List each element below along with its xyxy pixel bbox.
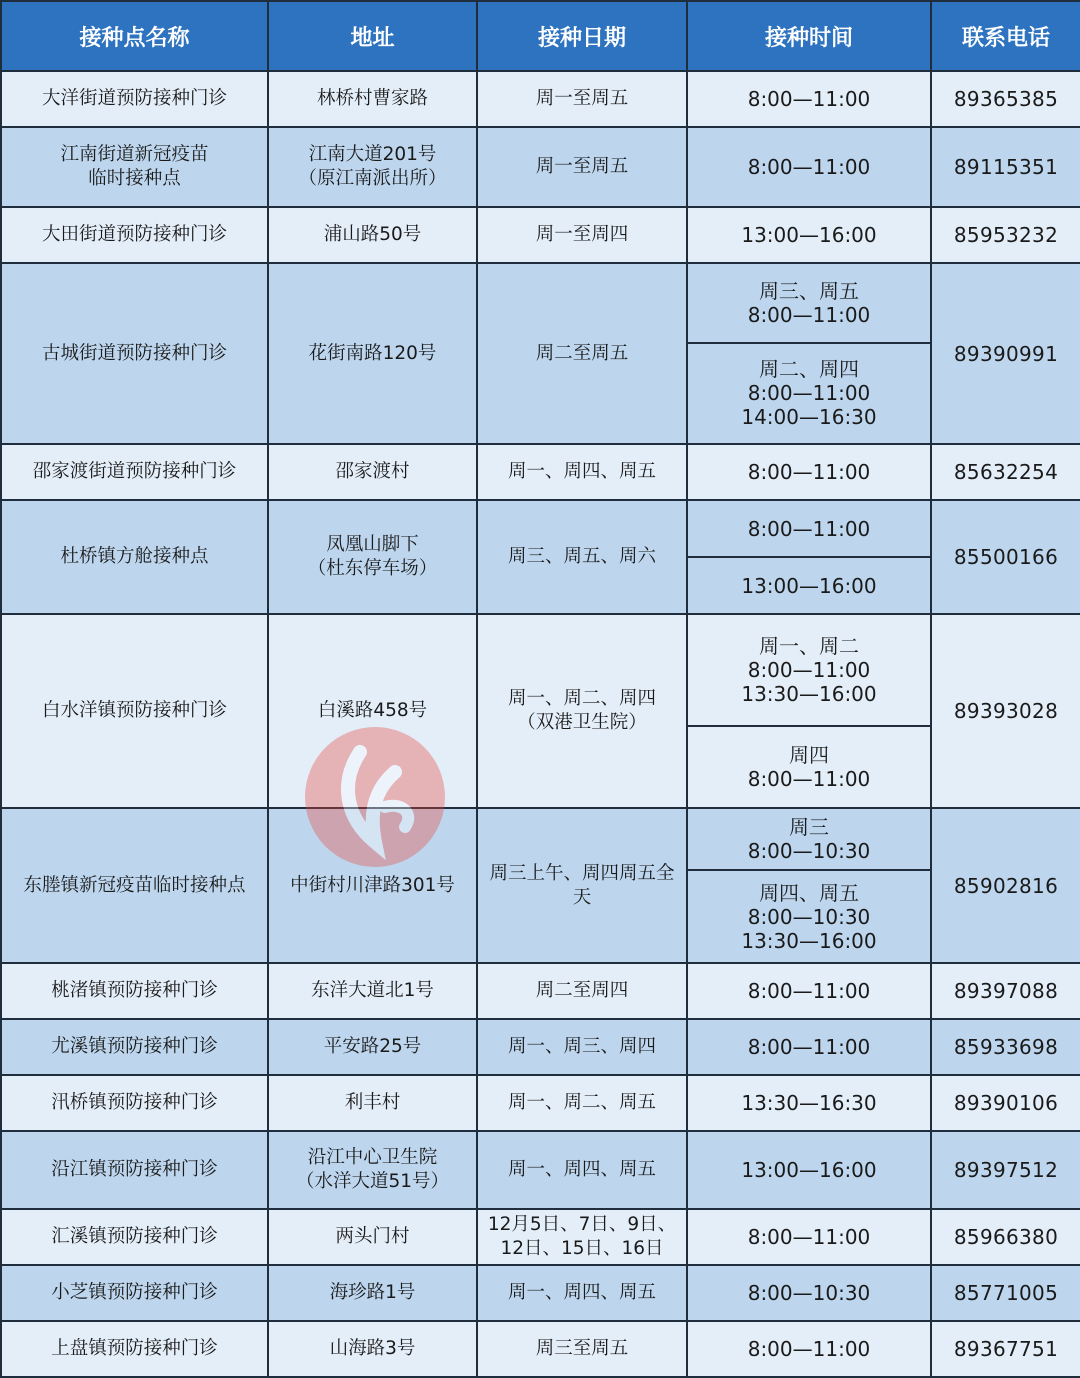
cell-text-line: 白溪路458号 (317, 700, 428, 721)
phone-cell: 89397088 (931, 963, 1080, 1019)
site-name-cell (1, 1131, 268, 1209)
cell-text-line: 13:00—16:00 (741, 573, 877, 598)
cell-text-line: 周三上午、周四周五全 (489, 862, 675, 884)
cell-text-line: （原江南派出所） (298, 168, 447, 189)
cell-text-line: 桃渚镇预防接种门诊 (51, 980, 218, 1001)
cell-text-line: 大洋街道预防接种门诊 (41, 88, 227, 109)
site-name-cell (1, 1075, 268, 1131)
address-cell (268, 1019, 477, 1075)
phone-cell: 85953232 (931, 207, 1080, 263)
cell-text-line: 大田街道预防接种门诊 (41, 224, 227, 245)
table-row (1, 444, 1080, 500)
time-slot (688, 556, 930, 613)
cell-text-line: 12日、15日、16日 (500, 1238, 664, 1259)
time-cell (687, 1321, 931, 1377)
address-cell (268, 808, 477, 963)
cell-text-line: 8:00—11:00 (747, 516, 871, 541)
cell-text-line: （双港卫生院） (517, 712, 647, 733)
address-cell (268, 1265, 477, 1321)
table-row (1, 1265, 1080, 1321)
time-slot-group (688, 501, 930, 613)
time-cell (687, 614, 931, 808)
table-row (1, 127, 1080, 207)
cell-text-line: （水洋大道51号） (295, 1171, 450, 1192)
site-name-cell (1, 444, 268, 500)
date-cell (477, 1075, 687, 1131)
cell-text-line: 8:00—11:00 (747, 87, 871, 111)
time-cell (687, 207, 931, 263)
cell-text-line: 13:30—16:00 (741, 682, 877, 707)
time-slot (688, 501, 930, 556)
table-row (1, 1321, 1080, 1377)
time-slot-group (688, 264, 930, 443)
address-cell (268, 1131, 477, 1209)
date-cell (477, 1131, 687, 1209)
cell-text-line: 古城街道预防接种门诊 (41, 342, 227, 364)
date-cell (477, 1321, 687, 1377)
cell-text-line: 周三、周五 (759, 278, 859, 303)
site-name-cell (1, 127, 268, 207)
phone-cell: 85500166 (931, 500, 1080, 614)
cell-text-line: 尤溪镇预防接种门诊 (51, 1036, 218, 1057)
table-row (1, 614, 1080, 808)
time-cell (687, 71, 931, 127)
address-cell (268, 614, 477, 808)
phone-cell: 85966380 (931, 1209, 1080, 1265)
cell-text-line: 中街村川津路301号 (290, 874, 455, 896)
cell-text-line: 浦山路50号 (323, 224, 422, 245)
time-cell (687, 963, 931, 1019)
phone-cell: 85771005 (931, 1265, 1080, 1321)
cell-text-line: 杜桥镇方舱接种点 (60, 546, 209, 567)
cell-text-line: 汛桥镇预防接种门诊 (51, 1092, 218, 1113)
phone-cell: 85632254 (931, 444, 1080, 500)
cell-text-line: 白水洋镇预防接种门诊 (41, 700, 227, 721)
cell-text-line: 13:30—16:30 (741, 1091, 877, 1115)
cell-text-line: 周三至周五 (535, 1338, 629, 1359)
cell-text-line: 8:00—11:00 (747, 1337, 871, 1361)
cell-text-line: 13:00—16:00 (741, 223, 877, 247)
cell-text-line: 8:00—10:30 (747, 904, 871, 929)
date-cell (477, 500, 687, 614)
header-address: 地址 (268, 1, 477, 71)
cell-text-line: 周一、周三、周四 (507, 1036, 656, 1057)
site-name-cell (1, 614, 268, 808)
table-body (1, 71, 1080, 1377)
date-cell (477, 808, 687, 963)
cell-text-line: 周一、周四、周五 (507, 1159, 656, 1180)
cell-text-line: 凤凰山脚下 (326, 534, 419, 555)
time-cell (687, 500, 931, 614)
cell-text-line: 13:30—16:00 (741, 928, 877, 953)
address-cell (268, 1075, 477, 1131)
cell-text-line: 花街南路120号 (308, 342, 437, 364)
phone-cell: 89367751 (931, 1321, 1080, 1377)
time-slot-group (688, 615, 930, 807)
time-slot-group (688, 809, 930, 962)
cell-text-line: 天 (572, 886, 592, 908)
cell-text-line: 8:00—11:00 (747, 302, 871, 327)
cell-text-line: 8:00—11:00 (747, 460, 871, 484)
phone-cell: 89365385 (931, 71, 1080, 127)
cell-text-line: 周一、周四、周五 (507, 461, 656, 482)
phone-cell: 89393028 (931, 614, 1080, 808)
address-cell (268, 207, 477, 263)
table-row (1, 263, 1080, 444)
time-cell (687, 1075, 931, 1131)
cell-text-line: 12月5日、7日、9日、 (487, 1214, 677, 1235)
site-name-cell (1, 963, 268, 1019)
cell-text-line: 周二至周五 (535, 342, 629, 364)
cell-text-line: 8:00—11:00 (747, 658, 871, 683)
cell-text-line: 14:00—16:30 (741, 405, 877, 430)
time-slot (688, 725, 930, 807)
header-site-name: 接种点名称 (1, 1, 268, 71)
cell-text-line: （杜东停车场） (307, 558, 438, 579)
table-row (1, 1131, 1080, 1209)
header-date: 接种日期 (477, 1, 687, 71)
cell-text-line: 两头门村 (335, 1226, 410, 1247)
phone-cell: 85902816 (931, 808, 1080, 963)
cell-text-line: 8:00—11:00 (747, 767, 871, 792)
table-row (1, 1209, 1080, 1265)
address-cell (268, 963, 477, 1019)
cell-text-line: 周一、周四、周五 (507, 1282, 656, 1303)
cell-text-line: 周二至周四 (535, 980, 629, 1001)
cell-text-line: 东洋大道北1号 (311, 980, 434, 1001)
cell-text-line: 上盘镇预防接种门诊 (51, 1338, 218, 1359)
time-cell (687, 263, 931, 444)
address-cell (268, 1209, 477, 1265)
time-slot (688, 809, 930, 869)
time-cell (687, 1265, 931, 1321)
time-cell (687, 127, 931, 207)
address-cell (268, 127, 477, 207)
site-name-cell (1, 263, 268, 444)
time-cell (687, 1019, 931, 1075)
cell-text-line: 汇溪镇预防接种门诊 (51, 1226, 218, 1247)
cell-text-line: 东塍镇新冠疫苗临时接种点 (23, 874, 246, 896)
cell-text-line: 平安路25号 (323, 1036, 422, 1057)
site-name-cell (1, 1321, 268, 1377)
header-phone: 联系电话 (931, 1, 1080, 71)
cell-text-line: 邵家渡街道预防接种门诊 (32, 461, 237, 482)
phone-cell: 85933698 (931, 1019, 1080, 1075)
cell-text-line: 临时接种点 (88, 168, 181, 189)
cell-text-line: 海珍路1号 (329, 1282, 416, 1303)
site-name-cell (1, 500, 268, 614)
cell-text-line: 周一至周五 (535, 156, 629, 177)
time-cell (687, 444, 931, 500)
phone-cell: 89115351 (931, 127, 1080, 207)
cell-text-line: 江南大道201号 (308, 144, 437, 165)
address-cell (268, 500, 477, 614)
site-name-cell (1, 1209, 268, 1265)
time-slot (688, 869, 930, 962)
time-cell (687, 1209, 931, 1265)
cell-text-line: 江南街道新冠疫苗 (60, 144, 209, 165)
cell-text-line: 周四 (789, 743, 829, 768)
cell-text-line: 8:00—11:00 (747, 1225, 871, 1249)
cell-text-line: 小芝镇预防接种门诊 (51, 1282, 218, 1303)
cell-text-line: 8:00—11:00 (747, 1035, 871, 1059)
table-row (1, 963, 1080, 1019)
table-row (1, 207, 1080, 263)
table-row (1, 1019, 1080, 1075)
table-row (1, 71, 1080, 127)
date-cell (477, 71, 687, 127)
cell-text-line: 8:00—11:00 (747, 979, 871, 1003)
table-row (1, 808, 1080, 963)
cell-text-line: 山海路3号 (329, 1338, 416, 1359)
time-slot (688, 264, 930, 342)
cell-text-line: 周四、周五 (759, 880, 859, 905)
address-cell (268, 1321, 477, 1377)
date-cell (477, 1209, 687, 1265)
date-cell (477, 127, 687, 207)
address-cell (268, 444, 477, 500)
site-name-cell (1, 207, 268, 263)
date-cell (477, 1019, 687, 1075)
table-header-row (1, 1, 1080, 71)
date-cell (477, 263, 687, 444)
site-name-cell (1, 1019, 268, 1075)
cell-text-line: 利丰村 (344, 1092, 401, 1113)
phone-cell: 89397512 (931, 1131, 1080, 1209)
time-cell (687, 1131, 931, 1209)
date-cell (477, 1265, 687, 1321)
cell-text-line: 周二、周四 (759, 357, 859, 382)
address-cell (268, 71, 477, 127)
header-time: 接种时间 (687, 1, 931, 71)
table-row (1, 500, 1080, 614)
time-slot (688, 615, 930, 725)
cell-text-line: 周一、周二、周五 (507, 1092, 656, 1113)
date-cell (477, 207, 687, 263)
phone-cell: 89390106 (931, 1075, 1080, 1131)
cell-text-line: 周一至周五 (535, 88, 629, 109)
table-row (1, 1075, 1080, 1131)
cell-text-line: 周三、周五、周六 (507, 546, 656, 567)
time-cell (687, 808, 931, 963)
cell-text-line: 周三 (789, 815, 829, 840)
cell-text-line: 周一、周二 (759, 634, 859, 659)
cell-text-line: 沿江中心卫生院 (307, 1147, 438, 1168)
cell-text-line: 林桥村曹家路 (316, 88, 428, 109)
site-name-cell (1, 71, 268, 127)
phone-cell: 89390991 (931, 263, 1080, 444)
date-cell (477, 444, 687, 500)
site-name-cell (1, 808, 268, 963)
date-cell (477, 614, 687, 808)
cell-text-line: 周一、周二、周四 (507, 688, 656, 709)
address-cell (268, 263, 477, 444)
cell-text-line: 8:00—11:00 (747, 155, 871, 179)
site-name-cell (1, 1265, 268, 1321)
date-cell (477, 963, 687, 1019)
cell-text-line: 8:00—11:00 (747, 381, 871, 406)
cell-text-line: 13:00—16:00 (741, 1158, 877, 1182)
time-slot (688, 342, 930, 443)
cell-text-line: 8:00—10:30 (747, 839, 871, 864)
cell-text-line: 邵家渡村 (335, 461, 410, 482)
cell-text-line: 沿江镇预防接种门诊 (51, 1159, 218, 1180)
cell-text-line: 周一至周四 (535, 224, 629, 245)
cell-text-line: 8:00—10:30 (747, 1281, 871, 1305)
